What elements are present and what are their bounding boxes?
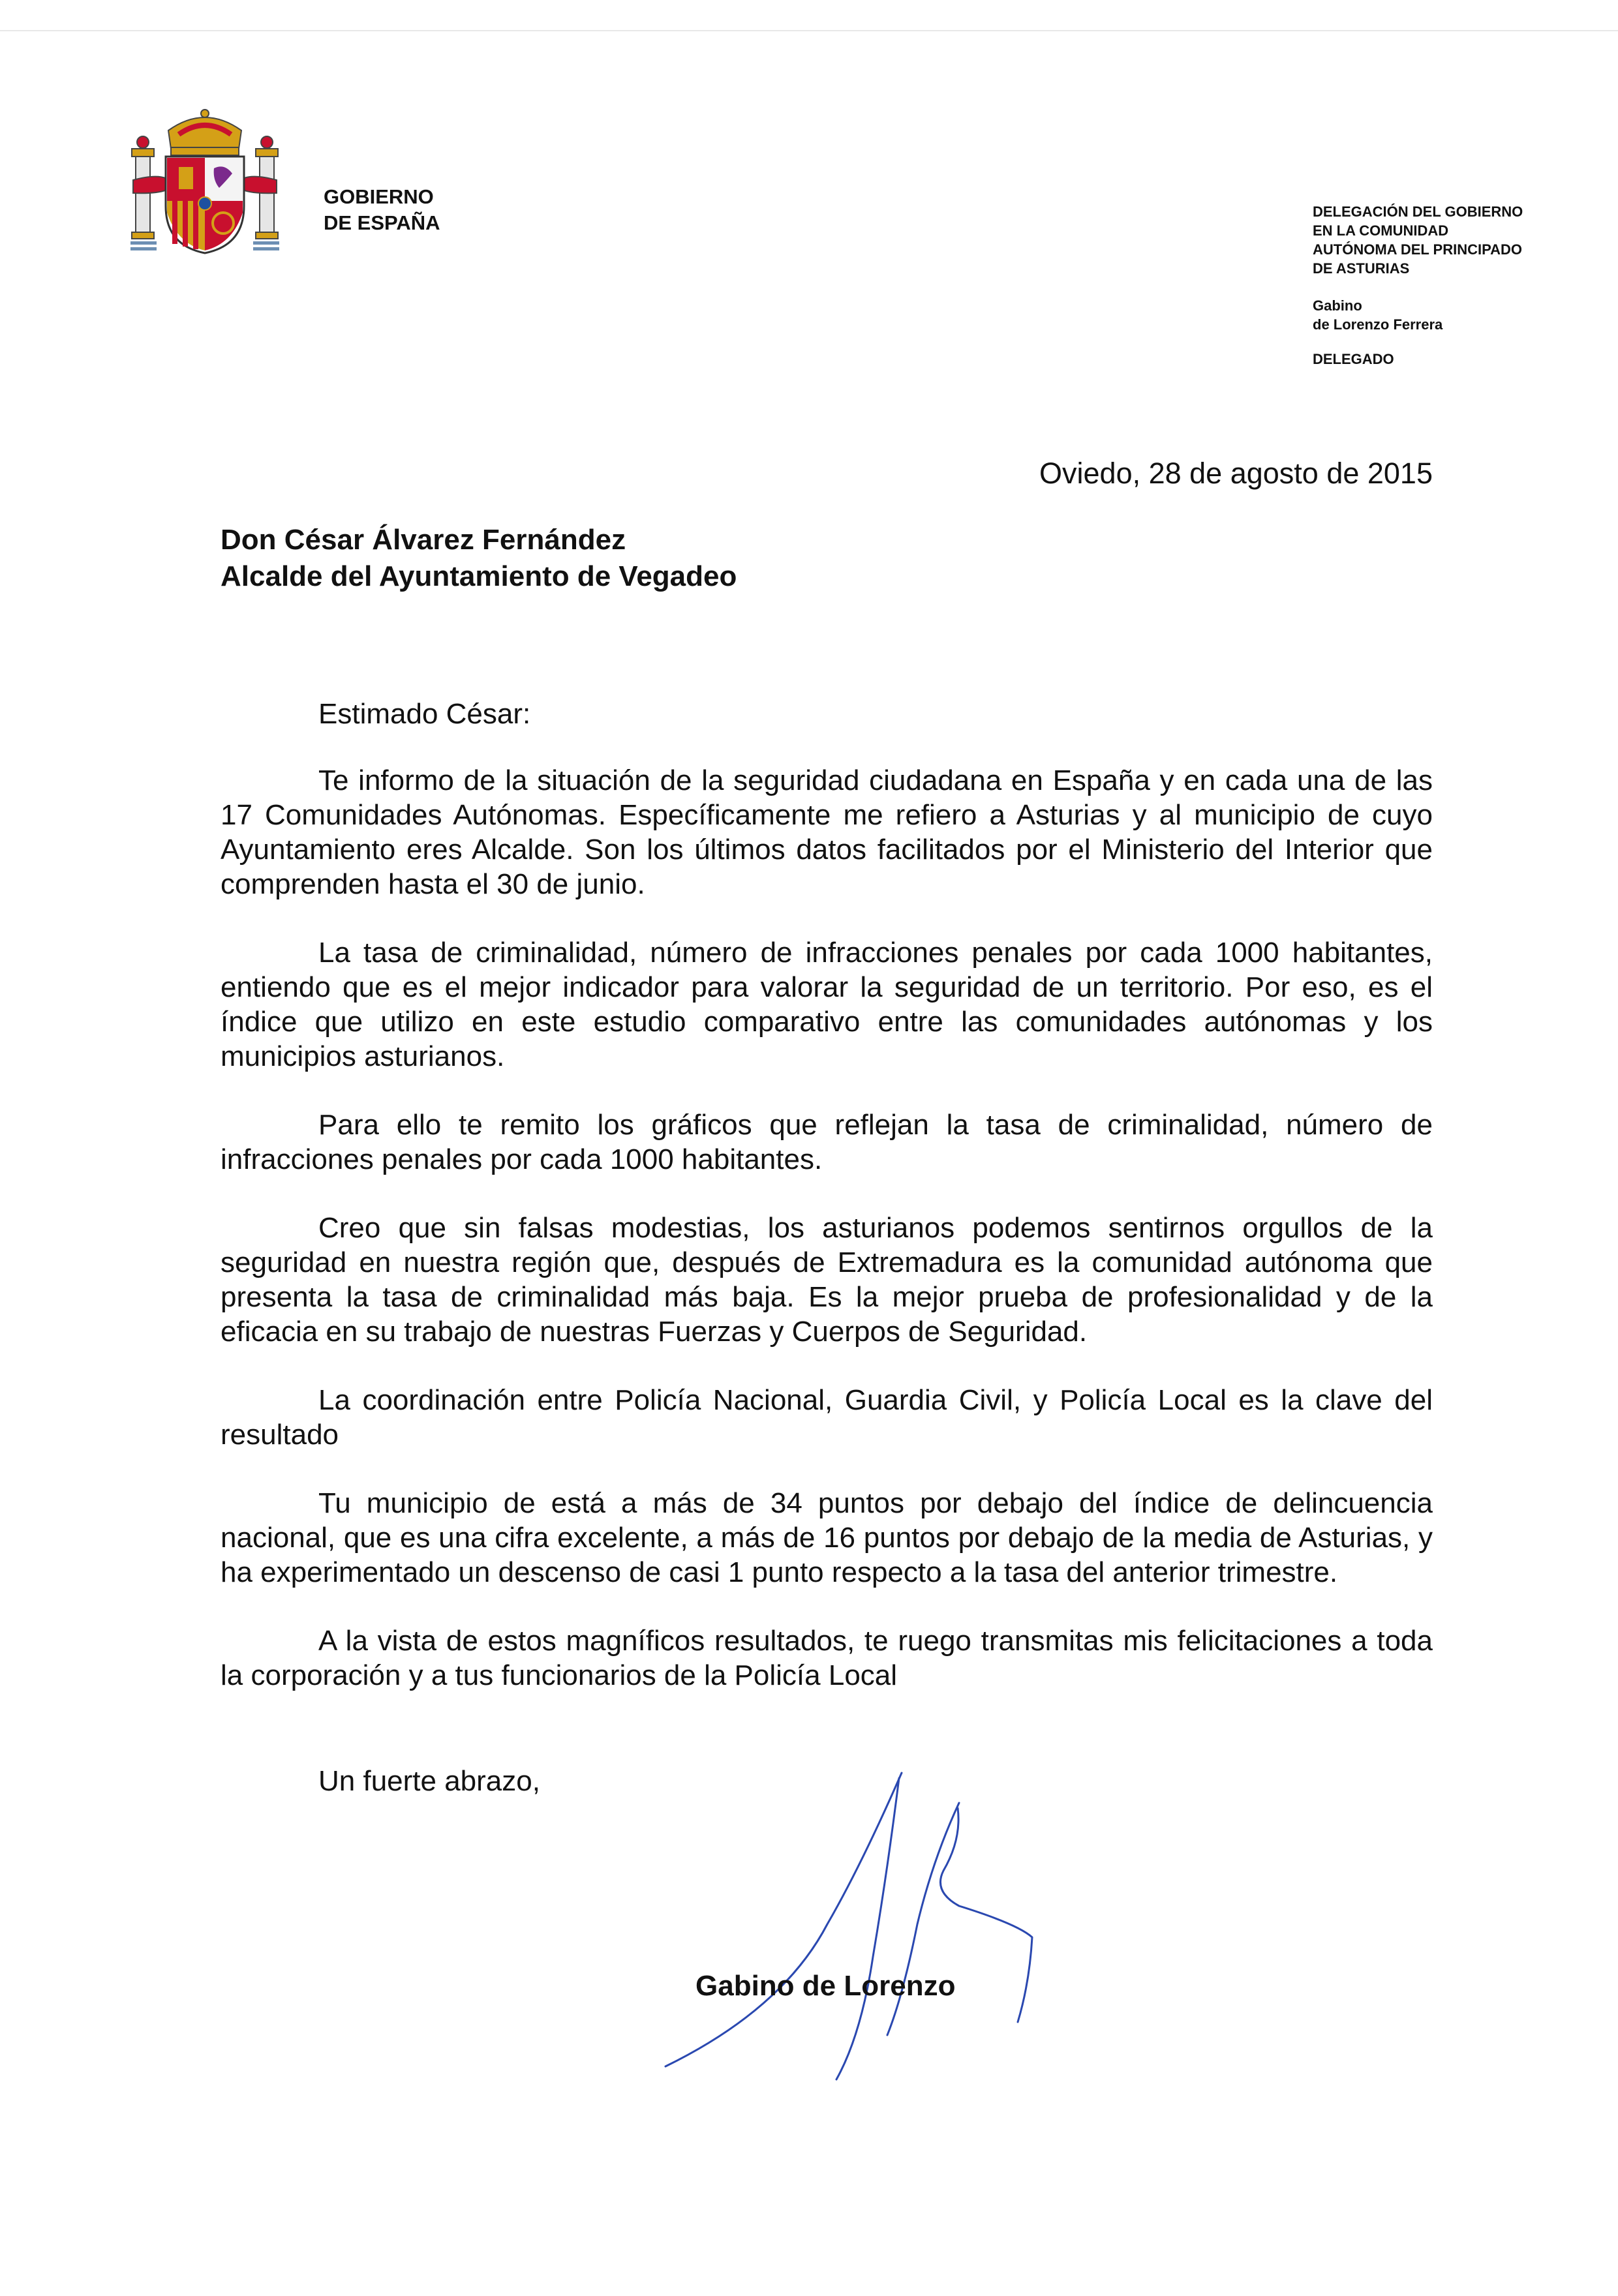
government-line: DE ESPAÑA [324,211,440,234]
scan-edge-line [0,30,1618,31]
body-paragraph: La coordinación entre Policía Nacional, Guardia Civil, y Policía Local es la clave del resultado [221,1384,1433,1451]
body-paragraph: Tu municipio de está a más de 34 puntos por debajo del índice de delincuencia nacional, que es una cifra excelente, a más de 16 puntos por debajo de la media de Asturias, y ha experimentado un descenso de casi 1 punto respecto a la tasa del anterior trimestre. [221,1487,1433,1588]
signer-name: Gabino de Lorenzo [695,1970,956,2002]
official-name-line: Gabino [1313,297,1362,314]
body-paragraph: Te informo de la situación de la seguridad ciudadana en España y en cada una de las 17 Comunidades Autónomas. Específicamente me refiero a Asturias y al municipio de cuyo Ayuntamiento eres Alcalde. Son los últimos datos facilitados por el Ministerio del Interior que comprenden hasta el 30 de junio. [221,764,1433,900]
official-name-line: de Lorenzo Ferrera [1313,316,1443,333]
recipient-name: Don César Álvarez Fernández [221,524,626,556]
body-paragraph: La tasa de criminalidad, número de infracciones penales por cada 1000 habitantes, entiendo que es el mejor indicador para valorar la seguridad de un territorio. Por eso, es el índice que utilizo en este estudio comparativo entre las comunidades autónomas y los municipios asturianos. [221,937,1433,1072]
delegation-block [1313,202,1600,369]
official-title: DELEGADO [1313,351,1394,367]
recipient-block [221,522,737,595]
delegation-line: DELEGACIÓN DEL GOBIERNO [1313,204,1523,220]
body-paragraph: Para ello te remito los gráficos que reflejan la tasa de criminalidad, número de infracciones penales por cada 1000 habitantes. [221,1109,1433,1175]
letter-date: Oviedo, 28 de agosto de 2015 [1039,457,1433,490]
delegation-line: AUTÓNOMA DEL PRINCIPADO [1313,241,1523,258]
delegation-line: EN LA COMUNIDAD [1313,222,1449,239]
body-paragraph: A la vista de estos magníficos resultados, te ruego transmitas mis felicitaciones a toda la corporación y a tus funcionarios de la Policía Local [221,1625,1433,1691]
body-paragraph: Creo que sin falsas modestias, los asturianos podemos sentirnos orgullos de la seguridad en nuestra región que, después de Extremadura es la comunidad autónoma que presenta la tasa de criminalidad más baja. Es la mejor prueba de profesionalidad y de la eficacia en su trabajo de nuestras Fuerzas y Cuerpos de Seguridad. [221,1212,1433,1348]
recipient-title: Alcalde del Ayuntamiento de Vegadeo [221,560,737,592]
greeting: Estimado César: [318,698,531,730]
government-label [324,184,440,236]
delegation-line: DE ASTURIAS [1313,260,1410,277]
government-line: GOBIERNO [324,185,434,208]
closing: Un fuerte abrazo, [318,1765,540,1797]
handwritten-signature-icon [652,1761,1057,2087]
spanish-coat-of-arms-icon [128,108,282,262]
letter-body [221,763,1433,1727]
